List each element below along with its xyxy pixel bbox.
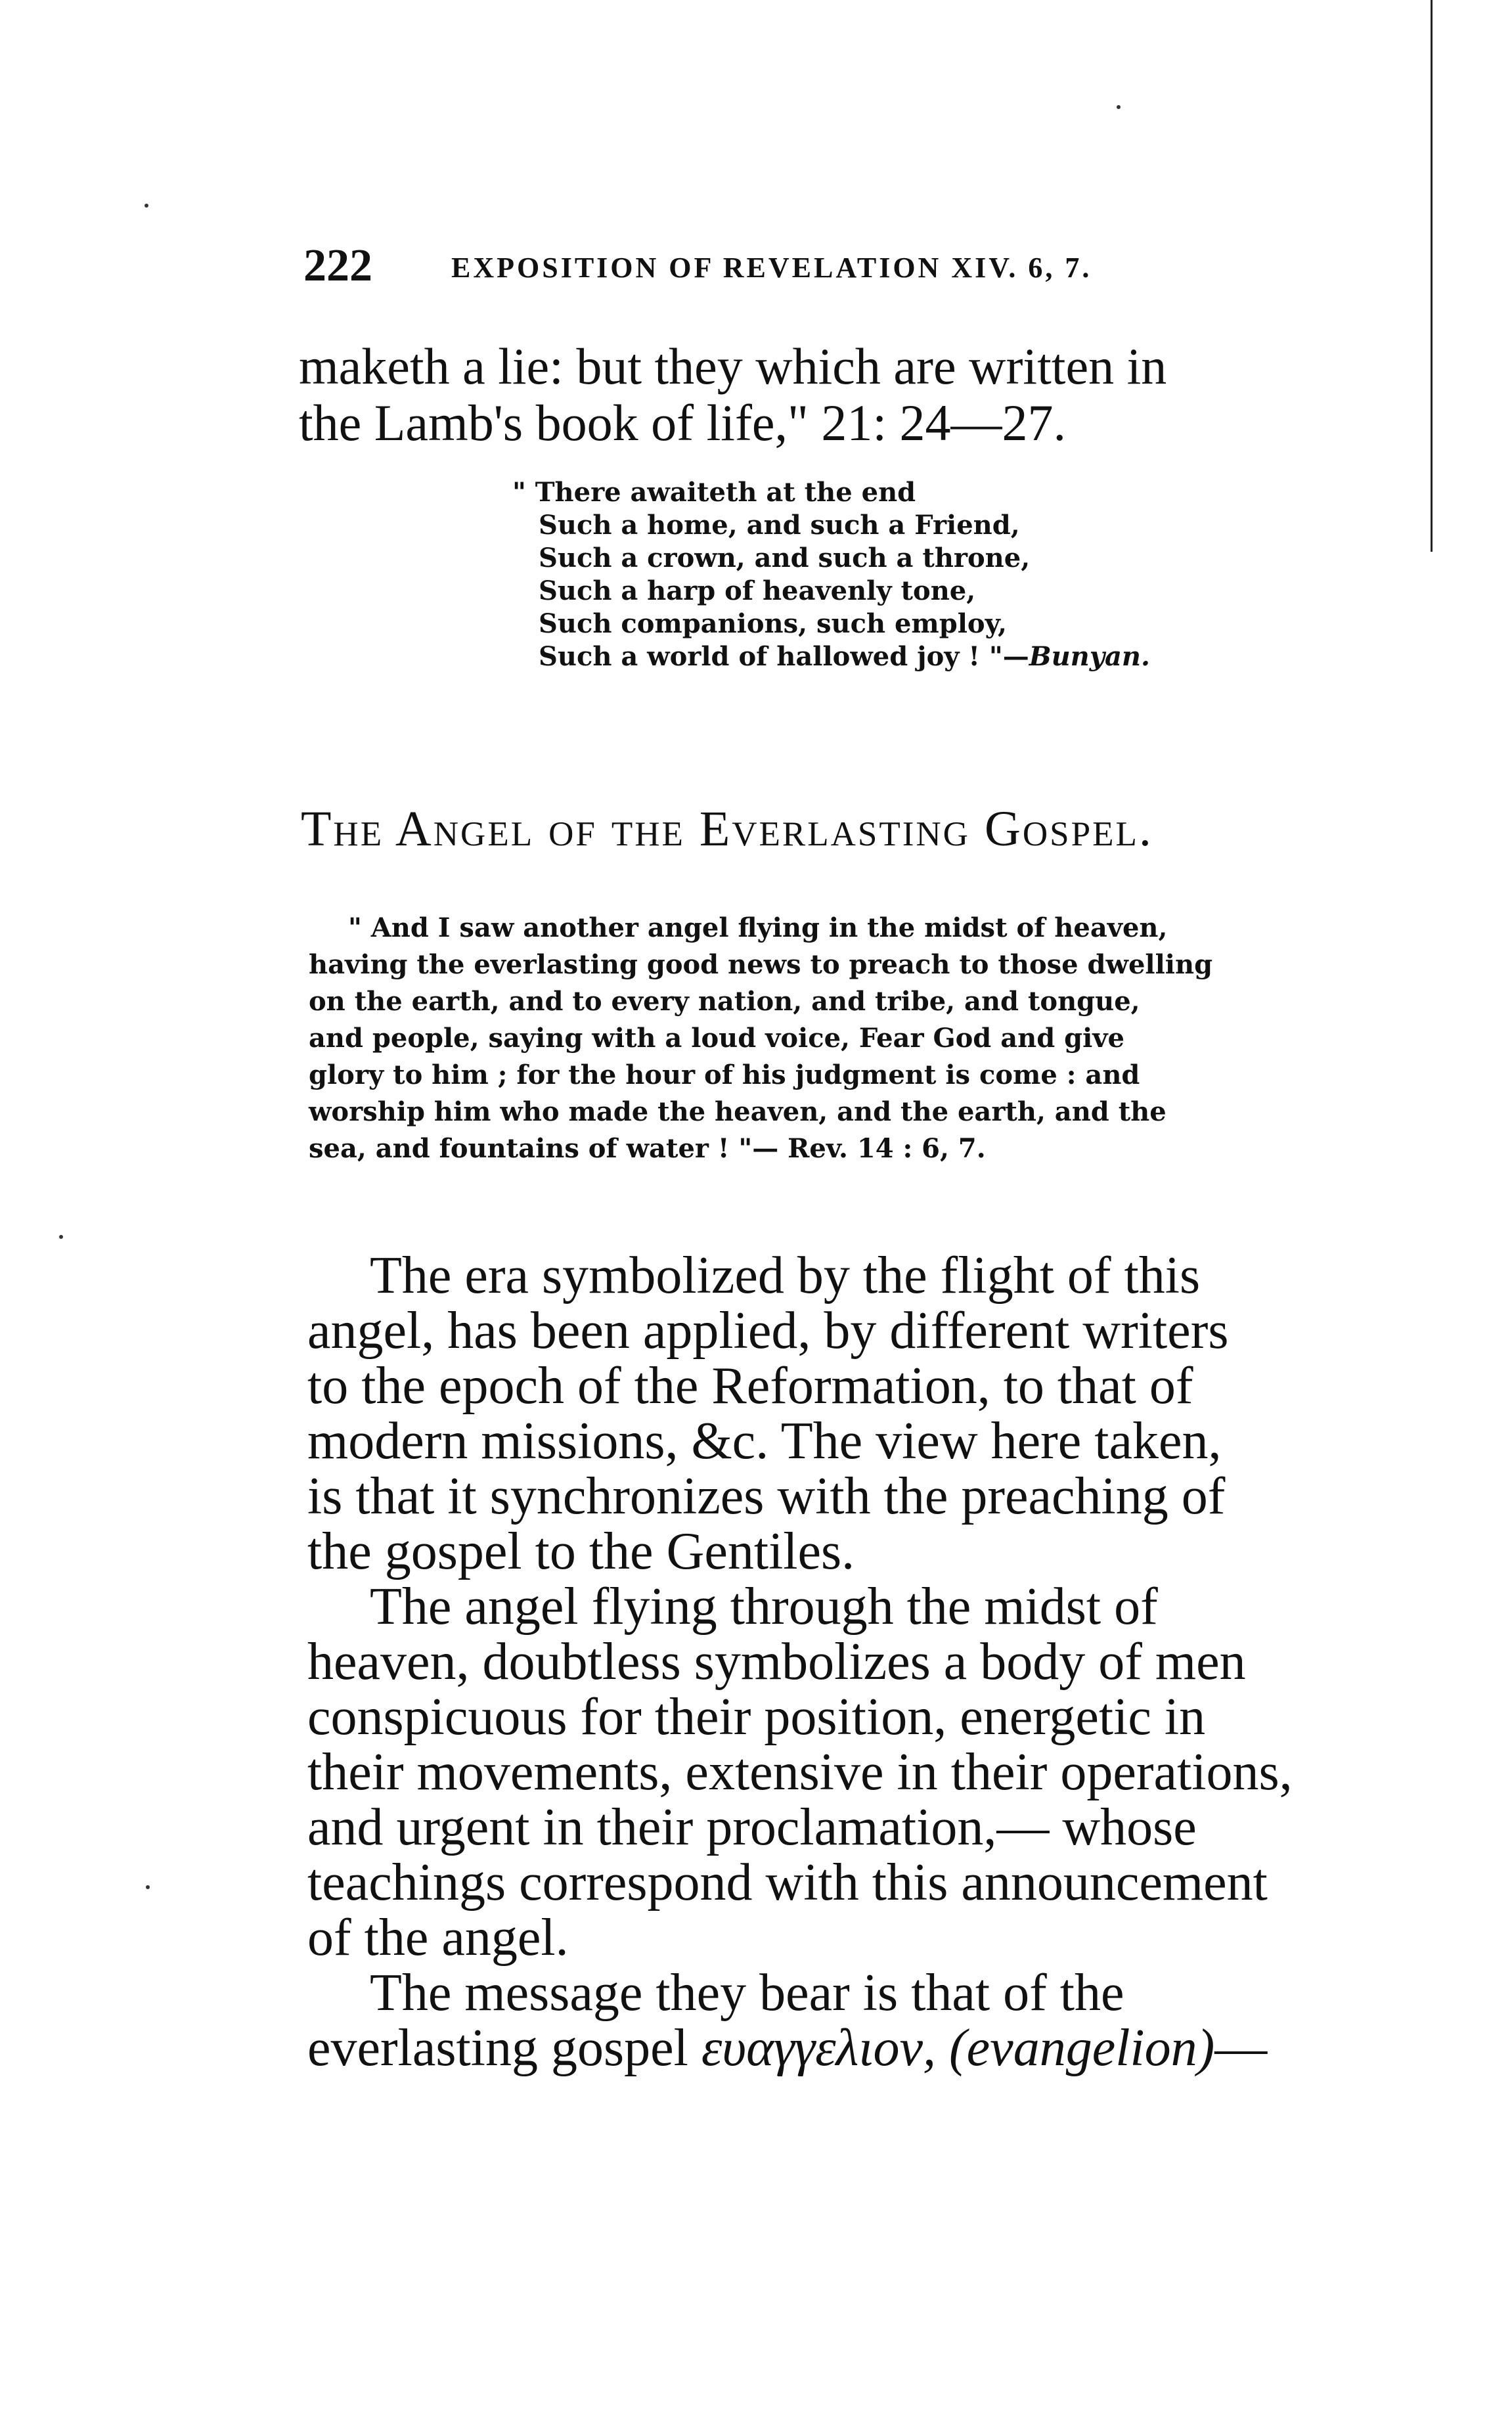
- body-line: the gospel to the Gentiles.: [307, 1523, 855, 1580]
- poem-attribution: Bunyan.: [1029, 641, 1150, 672]
- poem-line: Such a crown, and such a throne,: [539, 543, 1031, 573]
- epigraph-line: and people, saying with a loud voice, Fear God and give: [309, 1023, 1124, 1054]
- page-number: 222: [303, 240, 372, 291]
- poem-line-last: [539, 640, 1327, 673]
- dash: —: [1214, 2019, 1268, 2077]
- scan-edge-line: [1431, 0, 1433, 552]
- greek-word: ευαγγελιον,: [701, 2019, 937, 2077]
- body-line: The angel flying through the midst of: [370, 1578, 1158, 1636]
- scan-speck: [1117, 105, 1121, 109]
- body-line: of the angel.: [307, 1909, 569, 1967]
- body-line: is that it synchronizes with the preaching of: [307, 1467, 1226, 1525]
- running-head: EXPOSITION OF REVELATION XIV. 6, 7.: [451, 252, 1092, 284]
- epigraph-line: " And I saw another angel flying in the midst of heaven,: [348, 912, 1168, 943]
- page-header: [303, 233, 1328, 299]
- epigraph-line: sea, and fountains of water ! "— Rev. 14 : 6, 7.: [309, 1133, 986, 1164]
- continued-text: [299, 338, 1383, 451]
- text-line: the Lamb's book of life," 21: 24—27.: [299, 394, 1067, 451]
- poem-line: " There awaiteth at the end: [512, 477, 916, 508]
- section-title: The Angel of the Everlasting Gospel.: [301, 801, 1153, 857]
- body-line: their movements, extensive in their operations,: [307, 1743, 1293, 1801]
- body-line-greek: [307, 2021, 1358, 2076]
- poem-line-text: Such a world of hallowed joy ! "—: [539, 641, 1029, 672]
- body-text-span: everlasting gospel: [307, 2019, 688, 2077]
- body-line: The era symbolized by the flight of this: [370, 1247, 1201, 1305]
- body-line: teachings correspond with this announcement: [307, 1854, 1268, 1911]
- body-line: and urgent in their proclamation,— whose: [307, 1798, 1197, 1856]
- transliteration: (evangelion): [949, 2019, 1215, 2077]
- body-text: [307, 1248, 1358, 2076]
- body-line: conspicuous for their position, energetic in: [307, 1688, 1206, 1746]
- body-line: to the epoch of the Reformation, to that of: [307, 1357, 1193, 1415]
- epigraph-line: having the everlasting good news to preach to those dwelling: [309, 949, 1213, 980]
- body-line: The message they bear is that of the: [370, 1964, 1124, 2022]
- poem-line: Such companions, such employ,: [539, 608, 1007, 639]
- epigraph-line: worship him who made the heaven, and the earth, and the: [309, 1096, 1167, 1127]
- text-line: maketh a lie: but they which are written in: [299, 338, 1167, 395]
- body-line: angel, has been applied, by different writers: [307, 1302, 1229, 1360]
- poem-line: Such a home, and such a Friend,: [539, 510, 1020, 541]
- scan-speck: [145, 204, 148, 208]
- scan-speck: [146, 1885, 150, 1889]
- poem-line: Such a harp of heavenly tone,: [539, 575, 976, 606]
- epigraph-line: on the earth, and to every nation, and tribe, and tongue,: [309, 986, 1140, 1017]
- epigraph-line: glory to him ; for the hour of his judgment is come : and: [309, 1060, 1140, 1090]
- body-line: heaven, doubtless symbolizes a body of men: [307, 1633, 1246, 1691]
- scripture-epigraph: [309, 910, 1360, 1167]
- poem-quote: [512, 476, 1327, 673]
- body-line: modern missions, &c. The view here taken,: [307, 1412, 1222, 1470]
- scan-speck: [59, 1235, 63, 1239]
